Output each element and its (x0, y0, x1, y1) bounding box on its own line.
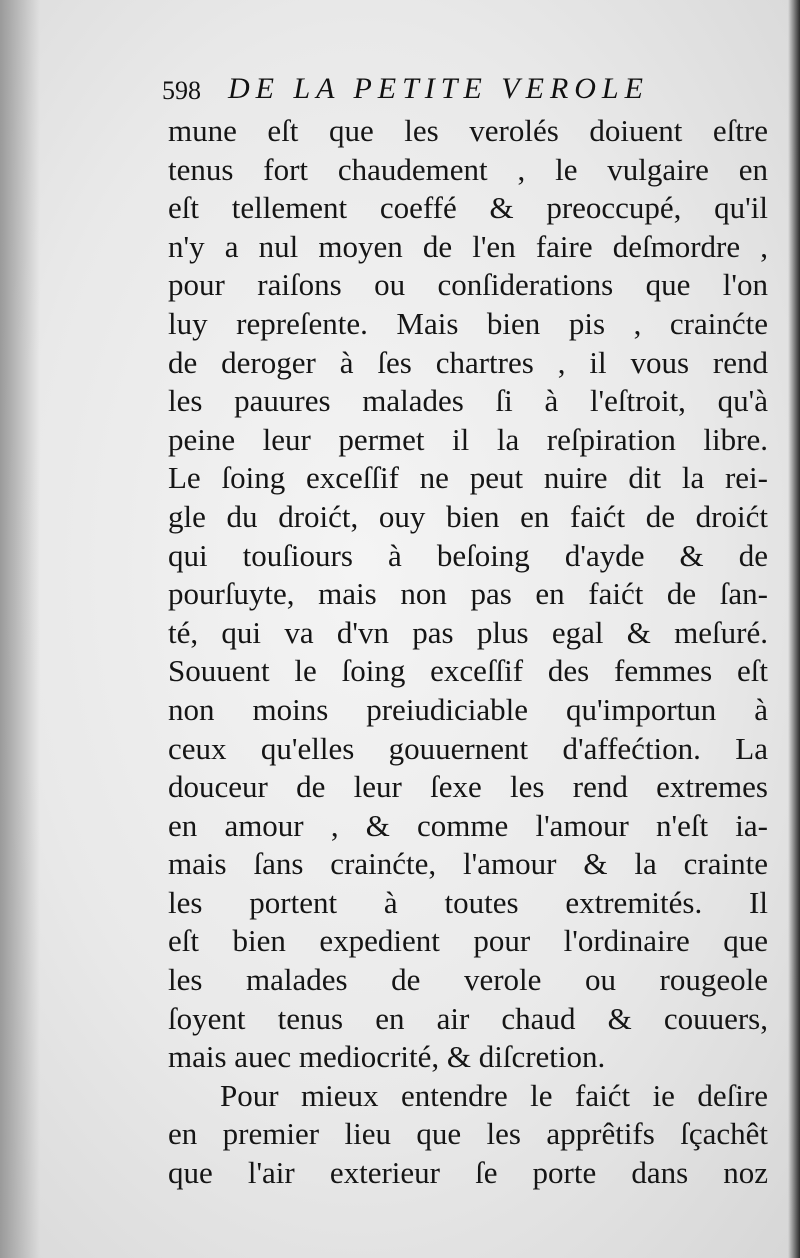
text-line: que l'air exterieur ſe porte dans noz (168, 1155, 768, 1191)
text-line: de deroger à ſes chartres , il vous rend (168, 344, 768, 380)
text-line: Souuent le ſoing exceſſif des femmes eſt (168, 653, 768, 689)
page-gutter-shadow (0, 0, 40, 1258)
text-line: mais ſans crainćte, l'amour & la crainte (168, 846, 768, 882)
text-line: qui touſiours à beſoing d'ayde & de (168, 537, 768, 573)
page-header (158, 72, 778, 112)
text-line: pourſuyte, mais non pas en faićt de ſan- (168, 576, 768, 612)
text-line: peine leur permet il la reſpiration libre. (168, 421, 768, 457)
text-line: té, qui va d'vn pas plus egal & meſuré. (168, 614, 768, 650)
text-line: pour raiſons ou conſiderations que l'on (168, 267, 768, 303)
text-line: les malades de verole ou rougeole (168, 962, 768, 998)
text-line: mais auec mediocrité, & diſcretion. (168, 1039, 606, 1075)
text-line: Le ſoing exceſſif ne peut nuire dit la rei- (168, 460, 768, 496)
text-line: n'y a nul moyen de l'en faire deſmordre , (168, 228, 768, 264)
page-right-edge (788, 0, 800, 1258)
text-line: luy repreſente. Mais bien pis , crainćte (168, 305, 768, 341)
text-line: en premier lieu que les apprêtifs ſçachêt (168, 1116, 768, 1152)
text-line: les pauures malades ſi à l'eſtroit, qu'à (168, 383, 768, 419)
text-line: ceux qu'elles gouuernent d'affećtion. La (168, 730, 768, 766)
body-text (168, 112, 768, 1193)
text-line: les portent à toutes extremités. Il (168, 884, 768, 920)
text-line: gle du droićt, ouy bien en faićt de droićt (168, 498, 768, 534)
running-title: DE LA PETITE VEROLE (228, 72, 649, 105)
text-line: eſt tellement coeffé & preoccupé, qu'il (168, 190, 768, 226)
text-line: Pour mieux entendre le faićt ie deſire (220, 1077, 768, 1113)
text-line: non moins preiudiciable qu'importun à (168, 691, 768, 727)
text-line: douceur de leur ſexe les rend extremes (168, 769, 768, 805)
text-line: eſt bien expedient pour l'ordinaire que (168, 923, 768, 959)
text-line: mune eſt que les verolés doiuent eſtre (168, 113, 768, 148)
text-line: ſoyent tenus en air chaud & couuers, (168, 1000, 768, 1036)
text-line: tenus fort chaudement , le vulgaire en (168, 151, 768, 187)
text-line: en amour , & comme l'amour n'eſt ia- (168, 807, 768, 843)
page-number: 598 (162, 76, 201, 105)
